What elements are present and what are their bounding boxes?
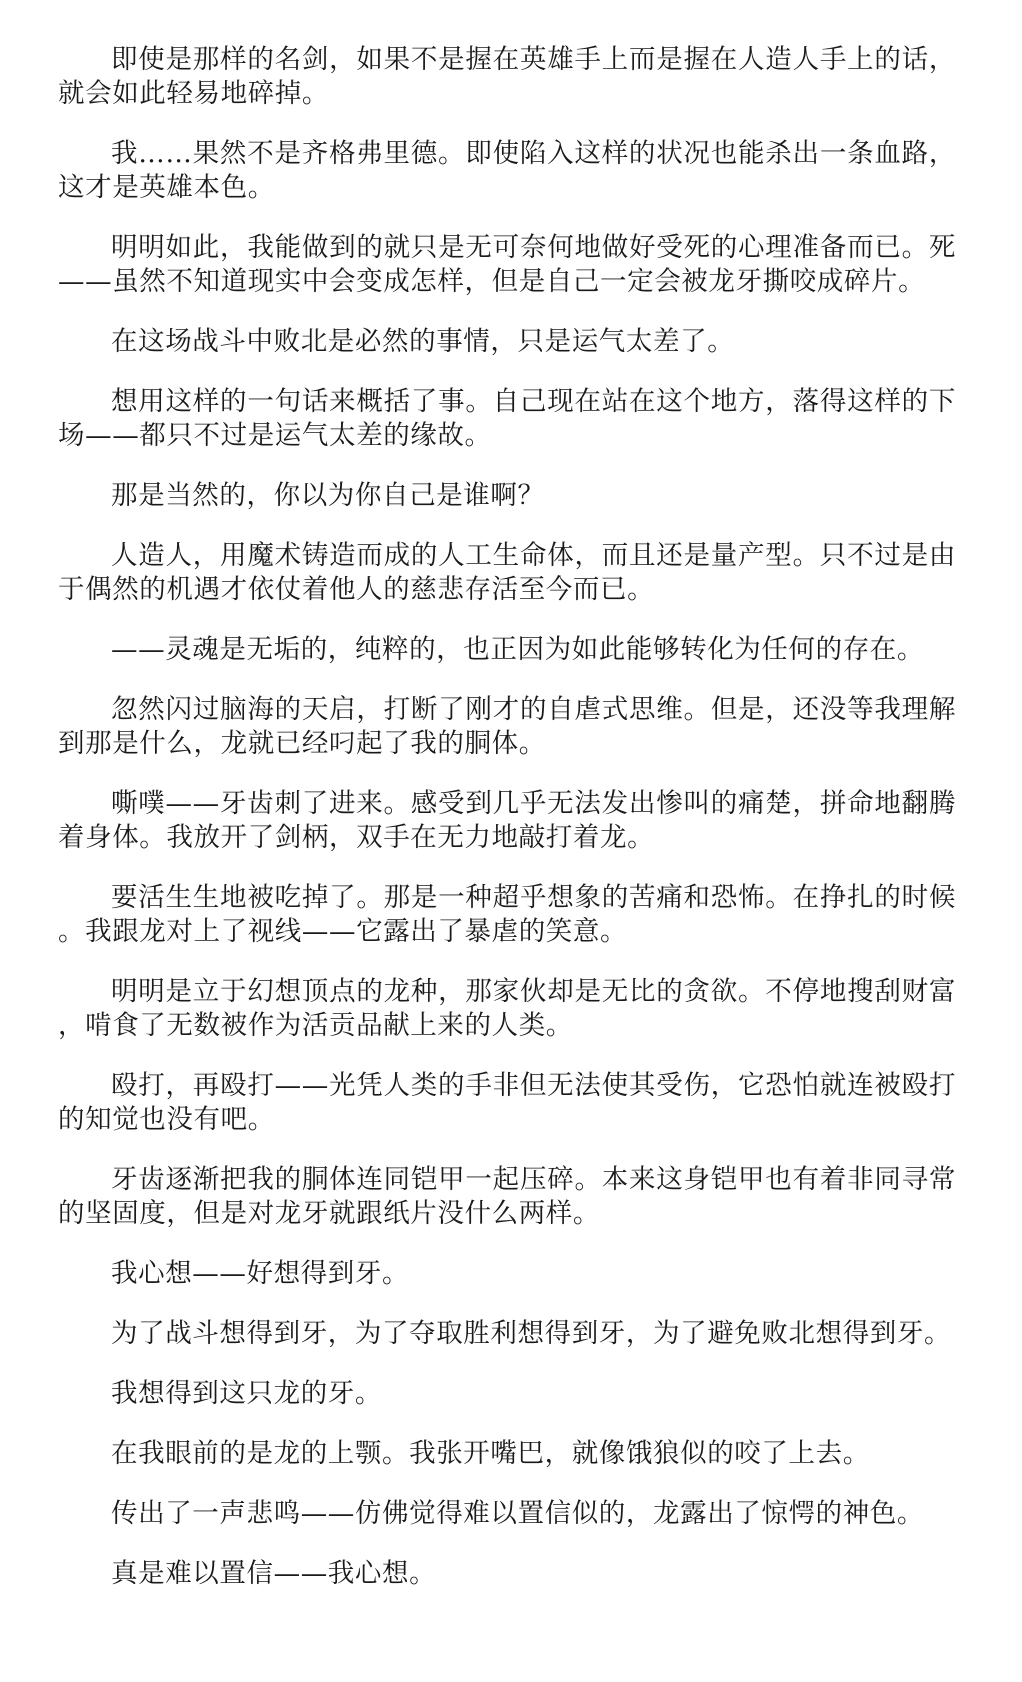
paragraph-3: 明明如此，我能做到的就只是无可奈何地做好受死的心理准备而已。死——虽然不知道现实中会变成怎样，但是自己一定会被龙牙撕咬成碎片。 — [58, 232, 956, 297]
paragraph-16: 为了战斗想得到牙，为了夺取胜利想得到牙，为了避免败北想得到牙。 — [111, 1318, 952, 1349]
paragraph-15: 我心想——好想得到牙。 — [111, 1258, 410, 1289]
paragraph-1: 即使是那样的名剑，如果不是握在英雄手上而是握在人造人手上的话，就会如此轻易地碎掉。 — [58, 44, 956, 109]
paragraph-12: 明明是立于幻想顶点的龙种，那家伙却是无比的贪欲。不停地搜刮财富，啃食了无数被作为活贡品献上来的人类。 — [58, 976, 956, 1041]
paragraph-7: 人造人，用魔术铸造而成的人工生命体，而且还是量产型。只不过是由于偶然的机遇才依仗着他人的慈悲存活至今而已。 — [58, 540, 956, 605]
paragraph-6: 那是当然的，你以为你自己是谁啊？ — [111, 480, 545, 511]
paragraph-11: 要活生生地被吃掉了。那是一种超乎想象的苦痛和恐怖。在挣扎的时候。我跟龙对上了视线——它露出了暴虐的笑意。 — [58, 882, 956, 947]
paragraph-14: 牙齿逐渐把我的胴体连同铠甲一起压碎。本来这身铠甲也有着非同寻常的坚固度，但是对龙牙就跟纸片没什么两样。 — [58, 1164, 956, 1229]
paragraph-17: 我想得到这只龙的牙。 — [111, 1378, 382, 1409]
paragraph-19: 传出了一声悲鸣——仿佛觉得难以置信似的，龙露出了惊愕的神色。 — [111, 1498, 924, 1529]
paragraph-5: 想用这样的一句话来概括了事。自己现在站在这个地方，落得这样的下场——都只不过是运气太差的缘故。 — [58, 386, 956, 451]
paragraph-4: 在这场战斗中败北是必然的事情，只是运气太差了。 — [111, 326, 735, 357]
document-page — [58, 43, 956, 1617]
paragraph-20: 真是难以置信——我心想。 — [111, 1558, 437, 1589]
paragraph-18: 在我眼前的是龙的上颚。我张开嘴巴，就像饿狼似的咬了上去。 — [111, 1438, 870, 1469]
paragraph-13: 殴打，再殴打——光凭人类的手非但无法使其受伤，它恐怕就连被殴打的知觉也没有吧。 — [58, 1070, 956, 1135]
paragraph-10: 嘶噗——牙齿刺了进来。感受到几乎无法发出惨叫的痛楚，拼命地翻腾着身体。我放开了剑柄，双手在无力地敲打着龙。 — [58, 788, 956, 853]
paragraph-8: ——灵魂是无垢的，纯粹的，也正因为如此能够转化为任何的存在。 — [111, 634, 924, 665]
paragraph-9: 忽然闪过脑海的天启，打断了刚才的自虐式思维。但是，还没等我理解到那是什么，龙就已经叼起了我的胴体。 — [58, 694, 956, 759]
paragraph-2: 我……果然不是齐格弗里德。即使陷入这样的状况也能杀出一条血路，这才是英雄本色。 — [58, 138, 956, 203]
